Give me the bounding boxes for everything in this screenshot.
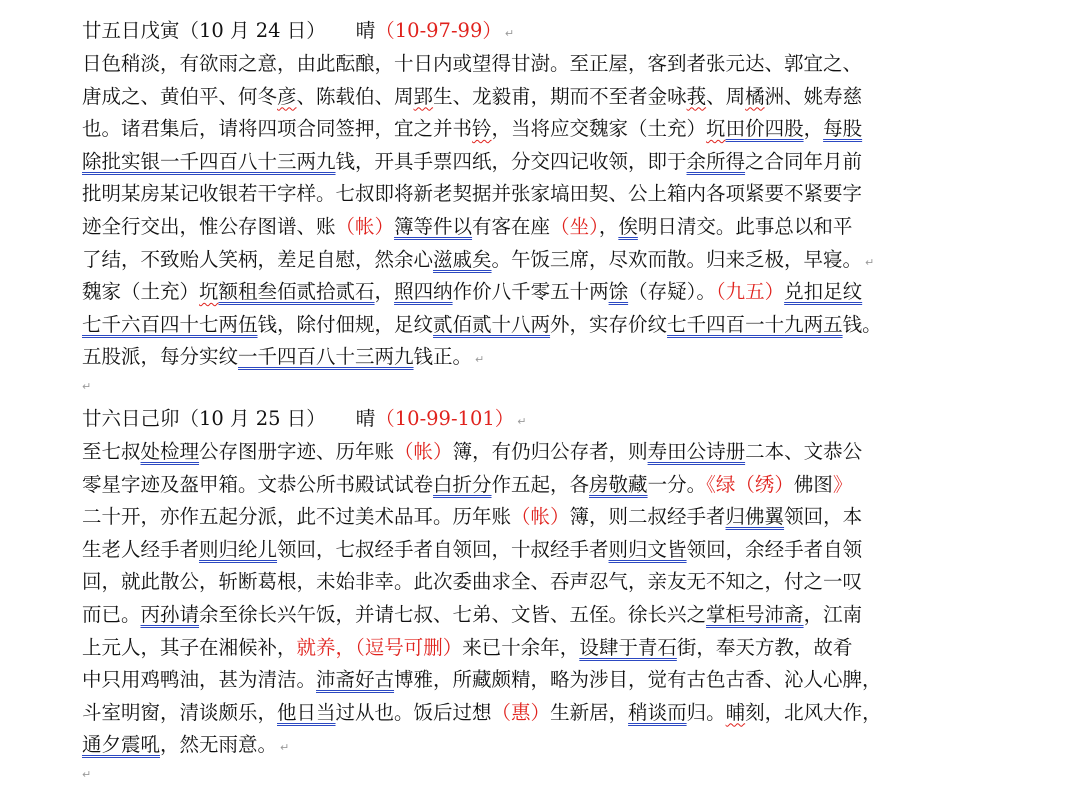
text-segment: （存疑）。 xyxy=(628,280,716,304)
entry-date: 廿六日己卯（10 月 25 日） xyxy=(82,406,326,430)
text-segment: 簿，有仍归公存者，则 xyxy=(452,439,648,463)
text-segment: 他日当 xyxy=(277,700,336,724)
text-segment: 钱，除付佃规，足纹 xyxy=(257,312,434,336)
text-segment: 了结，不致贻人笑柄，差足自慰，然余心 xyxy=(82,247,434,271)
entry-heading xyxy=(82,14,982,48)
text-segment: 生、龙毅甫，期而不至者金咏 xyxy=(433,84,687,108)
text-segment: 馀 xyxy=(608,280,629,304)
document-body xyxy=(82,14,982,790)
text-line xyxy=(82,729,982,762)
entry-reference: （10-99-101） xyxy=(375,406,515,430)
text-segment: 零星字迹及盔甲箱。文恭公所书殿试试卷 xyxy=(82,472,434,496)
text-line xyxy=(82,276,982,309)
text-segment: 田价四股 xyxy=(725,117,804,141)
text-line xyxy=(82,341,982,374)
text-segment: ， xyxy=(374,280,395,304)
entry-weather: 晴 xyxy=(355,19,376,42)
text-segment: 五股派，每分实纹 xyxy=(82,345,239,369)
text-segment: 回，就此散公，斩断葛根，未始非幸。此次委曲求全、吞声忍气，亲友无不知之，付之一叹 xyxy=(82,570,863,594)
blank-paragraph xyxy=(82,374,982,402)
text-line xyxy=(82,632,982,665)
text-segment: 》 xyxy=(832,472,853,496)
text-line xyxy=(82,566,982,599)
text-segment: 晡 xyxy=(725,700,746,724)
text-segment: （惠） xyxy=(491,700,551,724)
text-segment: ，然无雨意。 xyxy=(160,733,278,757)
text-segment: 二本、文恭公 xyxy=(745,439,863,463)
text-segment: ， xyxy=(803,117,824,141)
text-line xyxy=(82,81,982,114)
text-segment: 则归文皆 xyxy=(608,537,687,561)
text-segment: 有客在座 xyxy=(472,214,551,238)
text-segment: 白折分 xyxy=(433,472,492,496)
text-segment: （绣） xyxy=(735,472,794,496)
text-segment: 莪 xyxy=(686,84,707,108)
text-segment: 明日清交。此事总以和平 xyxy=(637,214,853,238)
text-segment: 。午饭三席，尽欢而散。归来乏极，早寝。 xyxy=(491,247,863,271)
text-segment: 通夕震吼 xyxy=(82,733,161,757)
text-segment: 领回，余经手者自领 xyxy=(686,537,863,561)
text-segment: 上元人，其子在湘候补， xyxy=(82,635,297,659)
text-segment: （逗号可删） xyxy=(355,635,463,659)
text-segment: 寿田公诗册 xyxy=(647,439,746,463)
text-segment: 设肆于青石 xyxy=(579,635,677,659)
text-segment: 也。诸君集后，请将四项合同签押，宜之并书 xyxy=(82,117,473,141)
text-line xyxy=(82,697,982,730)
text-segment: 而已。 xyxy=(82,602,141,626)
text-segment: 钤 xyxy=(472,117,492,141)
text-segment: 之合同年月前 xyxy=(745,149,863,173)
text-segment: 则归纶儿 xyxy=(199,537,278,561)
diary-entry xyxy=(82,402,982,762)
text-line xyxy=(82,146,982,179)
text-segment: （九五） xyxy=(715,280,785,304)
text-segment: 至七叔 xyxy=(82,439,141,463)
text-segment: 掌柜号沛斋 xyxy=(706,602,804,626)
text-line xyxy=(82,211,982,244)
text-segment: 唐成之、黄伯平、何冬 xyxy=(82,84,278,108)
text-segment: 橘 xyxy=(745,84,765,108)
text-segment: 七千四百一十九两五 xyxy=(667,312,843,336)
text-segment: 余至徐长兴午饭，并请七叔、七弟、文皆、五侄。徐长兴之 xyxy=(199,602,707,626)
text-line xyxy=(82,48,982,81)
text-segment: 魏家（土充） xyxy=(82,280,200,304)
text-segment: 贰佰贰十八两 xyxy=(433,312,551,336)
text-segment: 一分。 xyxy=(647,472,707,496)
text-segment: 批明某房某记收银若干字样。七叔即将新老契据并张家塙田契、公上箱内各项紧要不紧要字 xyxy=(82,182,863,206)
text-segment: 、陈载伯、周 xyxy=(296,84,414,108)
text-line xyxy=(82,113,982,146)
text-segment: 七千六百四十七两伍 xyxy=(82,312,258,336)
text-segment: 兑扣足纹 xyxy=(784,280,863,304)
text-segment: 滋戚矣 xyxy=(433,247,492,271)
text-segment: 一千四百八十三两九 xyxy=(238,345,414,369)
text-line xyxy=(82,664,982,697)
text-segment: 丙孙请 xyxy=(140,602,200,626)
text-segment: 房敬藏 xyxy=(589,472,648,496)
text-segment: ，江南 xyxy=(803,602,863,626)
diary-entry xyxy=(82,14,982,374)
text-segment: 钱，开具手票四纸，分交四记收领，即于 xyxy=(335,149,687,173)
text-segment: 钱。 xyxy=(842,312,882,336)
text-segment: 照四纳 xyxy=(394,280,453,304)
text-line xyxy=(82,501,982,534)
text-segment: 每股 xyxy=(823,117,863,141)
text-segment: 中只用鸡鸭油，甚为清洁。 xyxy=(82,668,317,692)
text-segment: 领回，本 xyxy=(784,505,863,529)
text-segment: 俟 xyxy=(618,214,638,238)
text-segment: 洲、姚寿慈 xyxy=(764,84,863,108)
paragraph-mark: ↵ xyxy=(517,414,527,428)
text-segment: ，当将应交魏家（土充） xyxy=(491,117,707,141)
text-segment: 二十开，亦作五起分派，此不过美术品耳。历年账 xyxy=(82,505,512,529)
blank-paragraph xyxy=(82,762,982,790)
text-segment: 处检理 xyxy=(140,439,200,463)
text-segment: 彦 xyxy=(277,84,297,108)
text-segment: 簿等件以 xyxy=(394,214,473,238)
text-segment: （坐） xyxy=(550,214,599,238)
text-segment: 迹全行交出，惟公存图谱、账 xyxy=(82,214,336,238)
text-segment: 坈 xyxy=(706,117,726,141)
text-segment: 作五起，各 xyxy=(491,472,590,496)
text-segment: 博雅，所藏颇精，略为涉目，觉有古色古香、沁人心脾， xyxy=(394,668,882,692)
text-segment: 除批实银一千四百八十三两九 xyxy=(82,149,336,173)
text-line xyxy=(82,599,982,632)
text-segment: 簿，则二叔经手者 xyxy=(569,505,726,529)
entry-date: 廿五日戊寅（10 月 24 日） xyxy=(82,19,326,42)
text-segment: 就养， xyxy=(296,635,356,659)
paragraph-mark: ↵ xyxy=(82,767,92,781)
text-segment: ， xyxy=(598,214,619,238)
text-segment: 稍谈而 xyxy=(628,700,687,724)
text-segment: 郢 xyxy=(413,84,434,108)
text-line xyxy=(82,309,982,342)
text-segment: 生老人经手者 xyxy=(82,537,200,561)
text-segment: （帐） xyxy=(511,505,570,529)
text-segment: 归。 xyxy=(686,700,726,724)
text-segment: 斗室明窗，清谈颇乐， xyxy=(82,700,278,724)
text-segment: 、周 xyxy=(706,84,746,108)
text-segment: （帐） xyxy=(394,439,453,463)
text-line xyxy=(82,436,982,469)
text-line xyxy=(82,469,982,502)
paragraph-mark: ↵ xyxy=(865,255,875,269)
text-line xyxy=(82,244,982,277)
text-segment: 生新居， xyxy=(550,700,629,724)
text-segment: 日色稍淡，有欲雨之意，由此酝酿，十日内或望得甘澍。至正屋，客到者张元达、郭宜之、 xyxy=(82,52,863,75)
text-segment: 公存图册字迹、历年账 xyxy=(199,439,395,463)
text-line xyxy=(82,178,982,211)
text-segment: 佛图 xyxy=(793,472,833,496)
text-segment: 作价八千零五十两 xyxy=(452,280,609,304)
text-segment: 街，奉天方教，故肴 xyxy=(676,635,853,659)
paragraph-mark: ↵ xyxy=(280,741,290,755)
text-segment: 领回，七叔经手者自领回，十叔经手者 xyxy=(277,537,609,561)
text-segment: 过从也。饭后过想 xyxy=(335,700,492,724)
text-segment: 沛斋好古 xyxy=(316,668,395,692)
paragraph-mark: ↵ xyxy=(475,353,485,367)
text-segment: 刻，北风大作， xyxy=(745,700,882,724)
text-segment: 额租叁佰贰拾贰石 xyxy=(218,280,375,304)
text-segment: （帐） xyxy=(335,214,395,238)
text-line xyxy=(82,534,982,567)
text-segment: 钱正。 xyxy=(413,345,473,369)
text-segment: 归佛翼 xyxy=(725,505,785,529)
entry-reference: （10-97-99） xyxy=(375,19,502,42)
text-segment: 来已十余年， xyxy=(462,635,580,659)
paragraph-mark: ↵ xyxy=(82,379,92,393)
entry-heading xyxy=(82,402,982,436)
text-segment: 《绿 xyxy=(706,472,736,496)
text-segment: 外，实存价纹 xyxy=(550,312,668,336)
entry-weather: 晴 xyxy=(355,406,376,430)
text-segment: 余所得 xyxy=(686,149,746,173)
text-segment: 坈 xyxy=(199,280,219,304)
paragraph-mark: ↵ xyxy=(504,27,515,40)
